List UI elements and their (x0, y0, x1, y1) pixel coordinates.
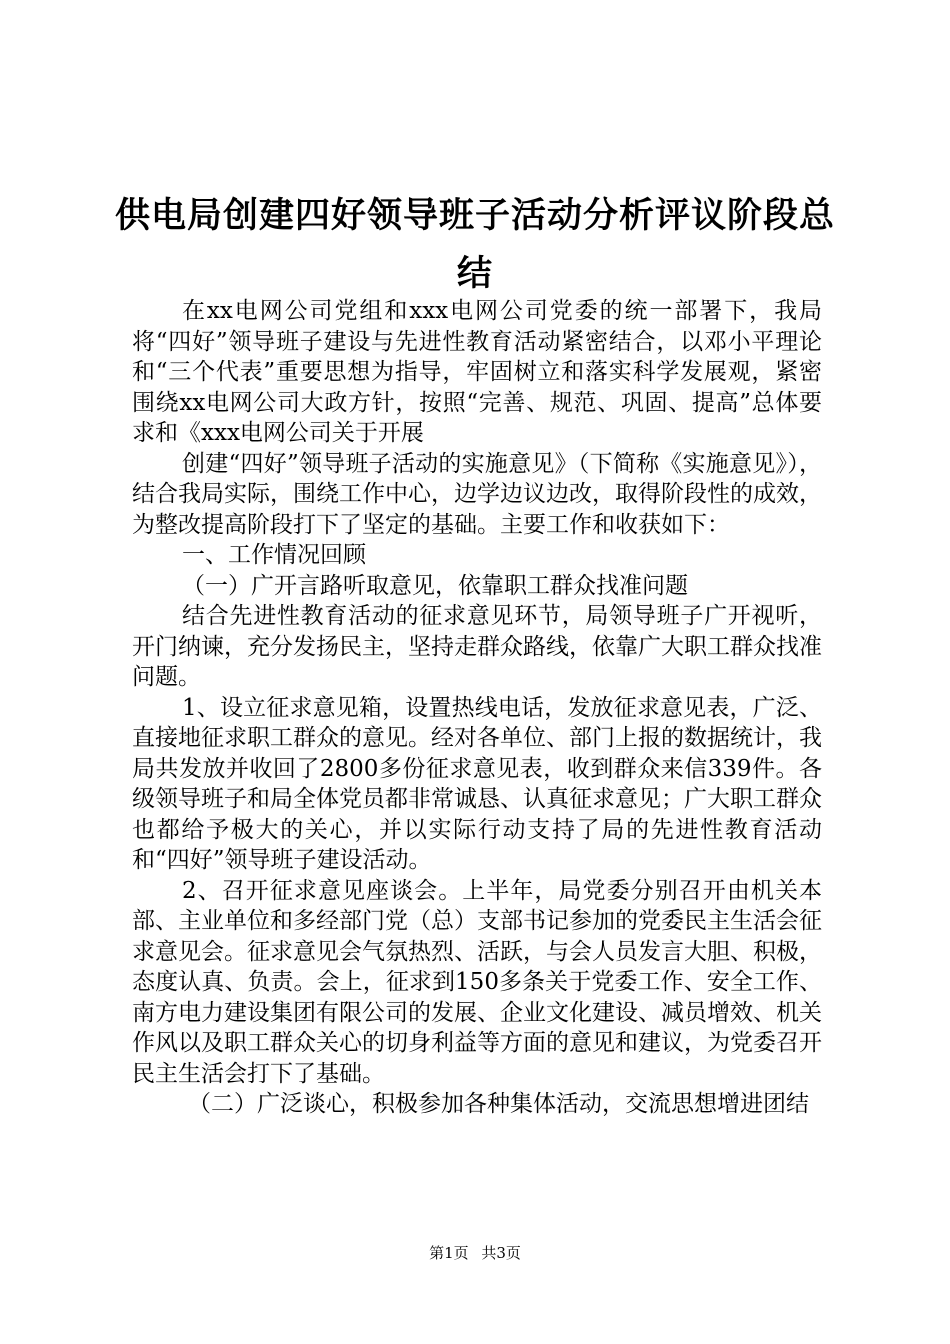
subsection-heading-1: （一）广开言路听取意见，依靠职工群众找准问题 (182, 572, 688, 599)
document-title-line-1: 供电局创建四好领导班子活动分析评议阶段总 (114, 195, 835, 236)
paragraph-intro-continued: 创建“四好”领导班子活动的实施意见》（下简称《实施意见》），结合我局实际，围绕工作中心，边学边议边改，取得阶段性的成效，为整改提高阶段打下了坚定的基础。主要工作和收获如下： (132, 450, 822, 538)
paragraph-item-2: 2、召开征求意见座谈会。上半年，局党委分别召开由机关本部、主业单位和多经部门党（总）支部书记参加的党委民主生活会征求意见会。征求意见会气氛热烈、活跃，与会人员发言大胆、积极，态度认真、负责。会上，征求到150多条关于党委工作、安全工作、南方电力建设集团有限公司的发展、企业文化建设、减员增效、机关作风以及职工群众关心的切身利益等方面的意见和建议，为党委召开民主生活会打下了基础。 (132, 877, 822, 1087)
paragraph-subsection-1: 结合先进性教育活动的征求意见环节，局领导班子广开视听，开门纳谏，充分发扬民主，坚持走群众路线，依靠广大职工群众找准问题。 (132, 603, 822, 690)
subsection-heading-2: （二）广泛谈心，积极参加各种集体活动，交流思想增进团结 (188, 1091, 809, 1117)
page-footer (0, 1242, 950, 1263)
page-total: 共3页 (481, 1244, 521, 1262)
section-heading-1: 一、工作情况回顾 (182, 542, 366, 568)
document-title-line-2: 结 (456, 253, 493, 294)
paragraph-intro: 在xx电网公司党组和xxx电网公司党委的统一部署下，我局将“四好”领导班子建设与先进性教育活动紧密结合，以邓小平理论和“三个代表”重要思想为指导，牢固树立和落实科学发展观，紧密围绕xx电网公司大政方针，按照“完善、规范、巩固、提高”总体要求和《xxx电网公司关于开展 (132, 298, 822, 446)
document-body (132, 296, 822, 1120)
page-number: 第1页 (429, 1244, 469, 1262)
paragraph-item-1: 1、设立征求意见箱，设置热线电话，发放征求意见表，广泛、直接地征求职工群众的意见。经对各单位、部门上报的数据统计，我局共发放并收回了2800多份征求意见表，收到群众来信339件。各级领导班子和局全体党员都非常诚恳、认真征求意见；广大职工群众也都给予极大的关心，并以实际行动支持了局的先进性教育活动和“四好”领导班子建设活动。 (132, 694, 822, 873)
